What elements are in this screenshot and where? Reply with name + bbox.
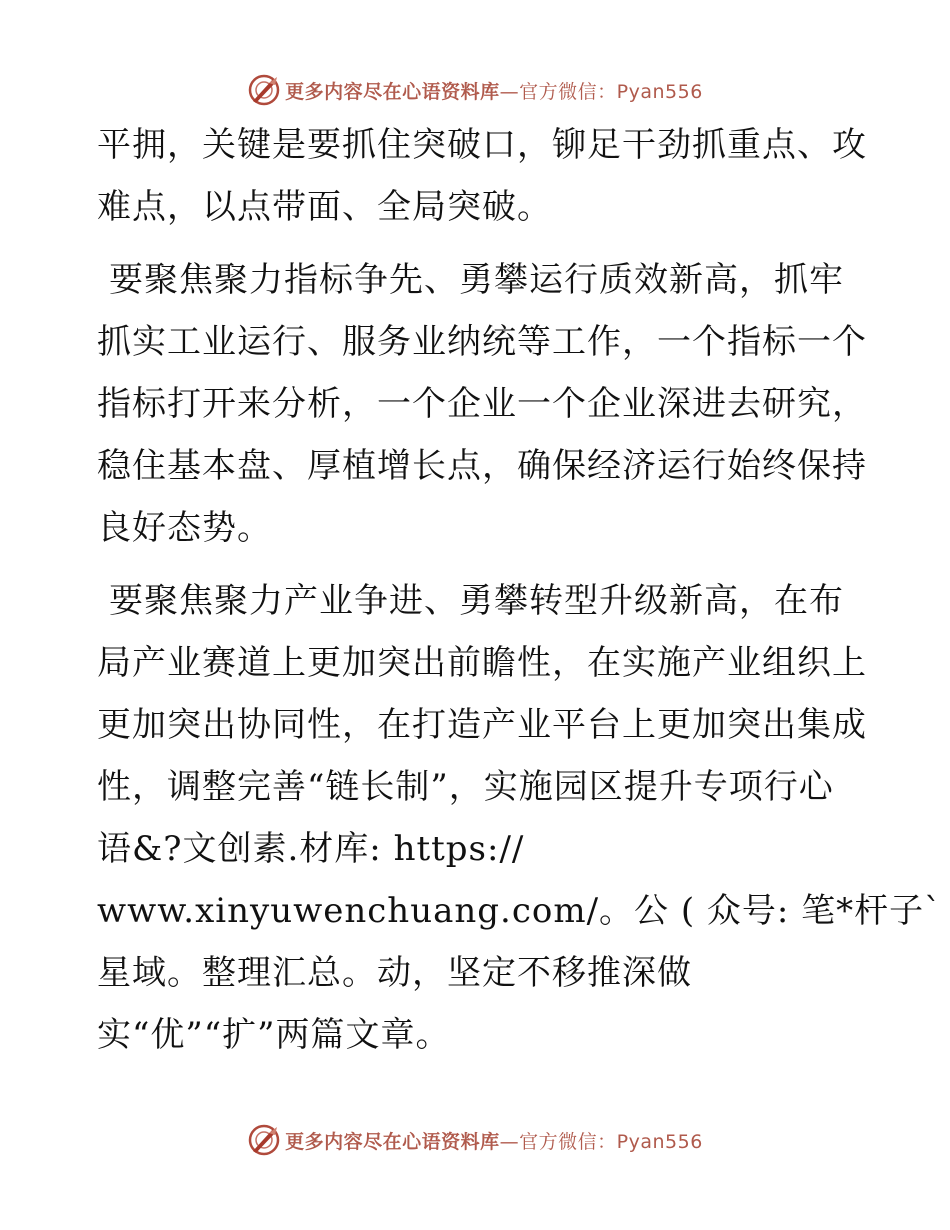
text-line: 实“优”“扩”两篇文章。 <box>97 1015 451 1055</box>
text-line: 要聚焦聚力指标争先、勇攀运行质效新高，抓牢 <box>109 260 844 300</box>
quill-logo-icon <box>247 73 281 107</box>
banner-wechat-text: —官方微信：Pyan556 <box>499 1130 703 1153</box>
paragraph-2 <box>97 249 867 559</box>
text-line: 语&?文创素.材库: https:// <box>97 829 525 869</box>
header-banner <box>0 70 950 110</box>
text-line: 局产业赛道上更加突出前瞻性，在实施产业组织上 <box>97 643 867 683</box>
quill-logo-icon <box>247 1123 281 1157</box>
banner-wechat-text: —官方微信：Pyan556 <box>499 80 703 103</box>
text-line: 性，调整完善“链长制”，实施园区提升专项行心 <box>97 767 834 807</box>
banner-lead-text: 更多内容尽在心语资料库 <box>285 80 500 103</box>
text-line: 更加突出协同性，在打造产业平台上更加突出集成 <box>97 705 867 745</box>
paragraph-1 <box>97 114 867 238</box>
text-line: 良好态势。 <box>97 508 272 548</box>
text-line: 指标打开来分析，一个企业一个企业深进去研究， <box>97 384 867 424</box>
banner-lead-text: 更多内容尽在心语资料库 <box>285 1130 500 1153</box>
text-line: 平拥，关键是要抓住突破口，铆足干劲抓重点、攻 <box>97 125 867 165</box>
text-line: 稳住基本盘、厚植增长点，确保经济运行始终保持 <box>97 446 867 486</box>
paragraph-3 <box>97 570 943 1066</box>
footer-banner <box>0 1120 950 1160</box>
text-line: 难点，以点带面、全局突破。 <box>97 187 552 227</box>
text-line: 抓实工业运行、服务业纳统等工作，一个指标一个 <box>97 322 867 362</box>
document-body <box>97 114 943 1077</box>
text-line: 要聚焦聚力产业争进、勇攀转型升级新高，在布 <box>109 581 844 621</box>
text-line: 星域。整理汇总。动，坚定不移推深做 <box>97 953 692 993</box>
text-line: www.xinyuwenchuang.com/。公 ( 众号: 笔*杆子` <box>97 891 943 931</box>
